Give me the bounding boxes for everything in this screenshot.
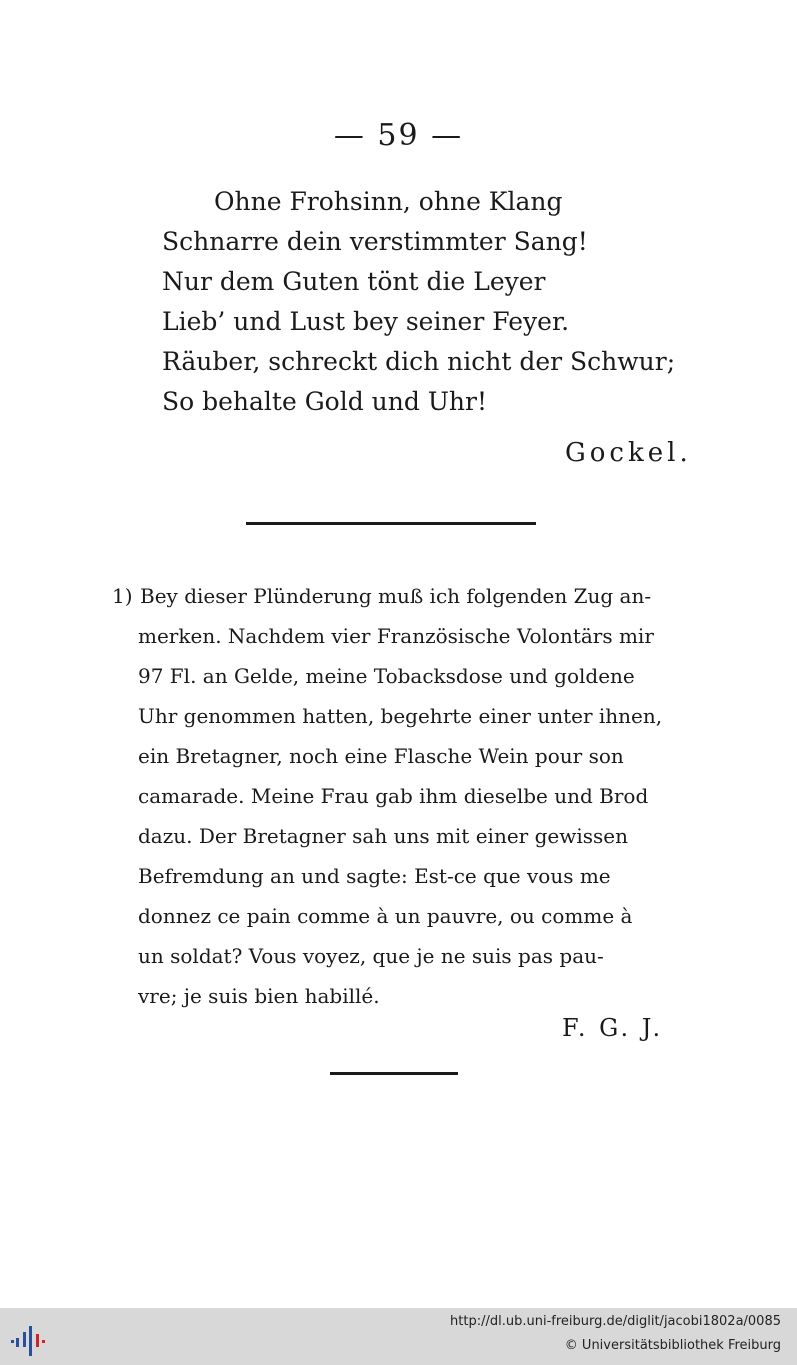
poem-line: Lieb’ und Lust bey seiner Feyer. xyxy=(162,307,570,336)
footnote-line: dazu. Der Bretagner sah uns mit einer gewissen xyxy=(138,824,628,848)
divider-rule xyxy=(246,522,536,525)
footnote-line: 97 Fl. an Gelde, meine Tobacksdose und goldene xyxy=(138,664,635,688)
footnote-line: camarade. Meine Frau gab ihm dieselbe und Brod xyxy=(138,784,649,808)
footnote-line: vre; je suis bien habillé. xyxy=(138,984,380,1008)
footnote-text: Bey dieser Plünderung muß ich folgenden Zug an- xyxy=(140,584,652,608)
poem-line: Räuber, schreckt dich nicht der Schwur; xyxy=(162,347,676,376)
footnote-line: merken. Nachdem vier Französische Volontärs mir xyxy=(138,624,654,648)
poem-stanza xyxy=(162,182,682,422)
source-url-link[interactable]: http://dl.ub.uni-freiburg.de/diglit/jacobi1802a/0085 xyxy=(450,1314,781,1329)
footnote-signature: F. G. J. xyxy=(562,1014,664,1042)
footnote-line: ein Bretagner, noch eine Flasche Wein pour son xyxy=(138,744,624,768)
footnote-line: donnez ce pain comme à un pauvre, ou comme à xyxy=(138,904,633,928)
library-logo-icon[interactable] xyxy=(10,1318,50,1358)
footnote xyxy=(112,576,700,1016)
footer-bar xyxy=(0,1308,797,1365)
page-number: — 59 — xyxy=(333,118,464,153)
poem-line: Nur dem Guten tönt die Leyer xyxy=(162,267,546,296)
footnote-marker: 1) xyxy=(112,584,133,608)
footnote-line: Uhr genommen hatten, begehrte einer unter ihnen, xyxy=(138,704,663,728)
copyright-notice: © Universitätsbibliothek Freiburg xyxy=(564,1338,781,1353)
footnote-line: Befremdung an und sagte: Est-ce que vous me xyxy=(138,864,611,888)
poem-line: Ohne Frohsinn, ohne Klang xyxy=(214,187,563,216)
footnote-line: un soldat? Vous voyez, que je ne suis pas pau- xyxy=(138,944,604,968)
poem-signature: Gockel. xyxy=(565,438,692,468)
poem-line: Schnarre dein verstimmter Sang! xyxy=(162,227,588,256)
footnote-line xyxy=(112,576,700,616)
poem-line: So behalte Gold und Uhr! xyxy=(162,387,487,416)
divider-rule xyxy=(330,1072,458,1075)
